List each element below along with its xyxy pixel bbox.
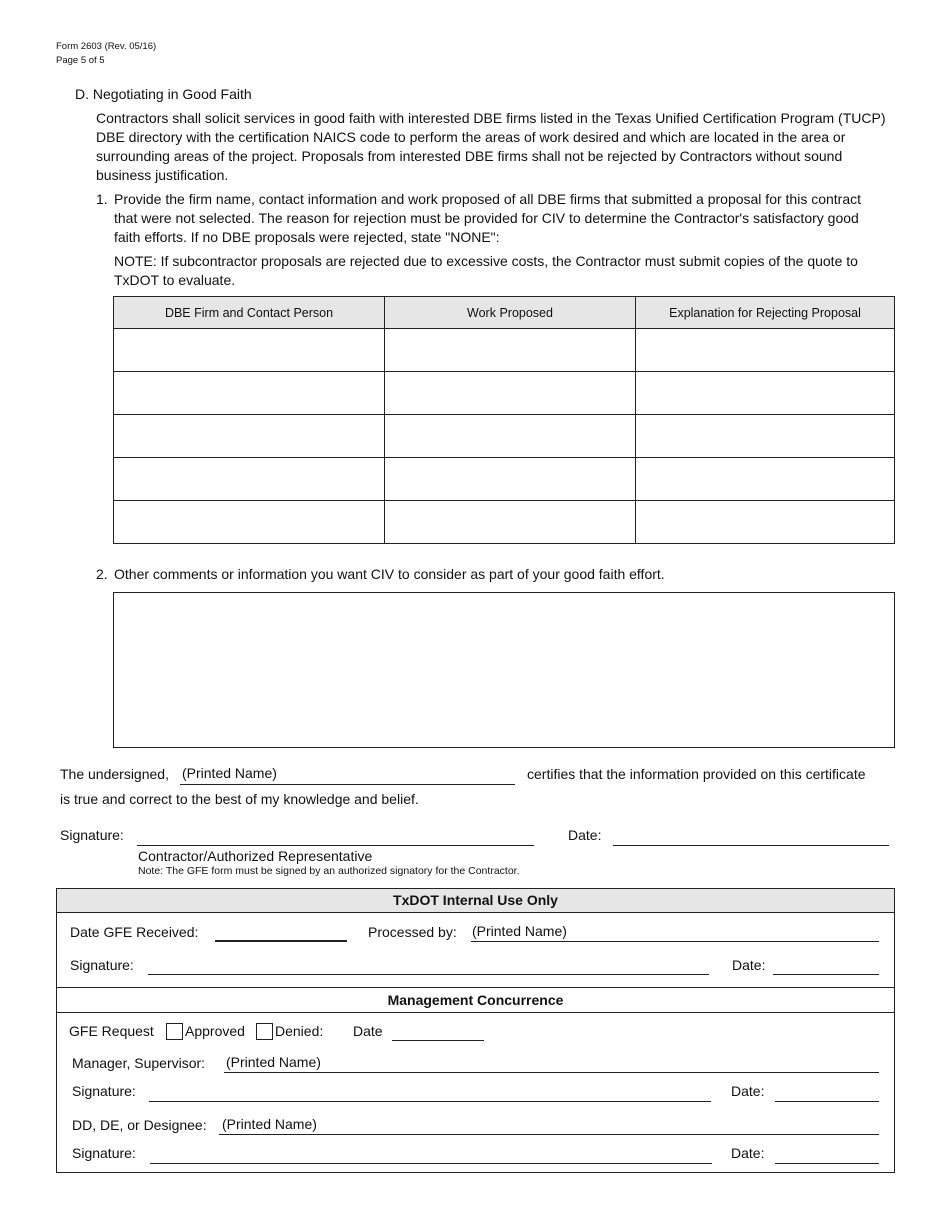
item-1-number: 1. <box>96 191 108 207</box>
firm-cell[interactable] <box>114 501 385 544</box>
denied-label: Denied: <box>275 1023 324 1039</box>
rep-label: Contractor/Authorized Representative <box>138 848 373 864</box>
designee-signature-label: Signature: <box>72 1145 136 1161</box>
page-number: Page 5 of 5 <box>56 55 105 66</box>
table-row <box>114 501 895 544</box>
table-row <box>114 458 895 501</box>
internal-signature-field[interactable] <box>148 974 709 975</box>
contractor-date-field[interactable] <box>613 845 889 846</box>
gfe-request-label: GFE Request <box>69 1023 154 1039</box>
item-1 <box>96 190 886 247</box>
firm-cell[interactable] <box>114 329 385 372</box>
approved-checkbox[interactable] <box>166 1023 183 1040</box>
column-header-work: Work Proposed <box>385 297 636 329</box>
explanation-cell[interactable] <box>636 501 895 544</box>
firm-cell[interactable] <box>114 458 385 501</box>
printed-name-field[interactable] <box>180 784 515 785</box>
item-2-number: 2. <box>96 566 108 582</box>
table-header-row <box>114 297 895 329</box>
manager-date-field[interactable] <box>775 1101 879 1102</box>
designee-placeholder: (Printed Name) <box>222 1116 317 1132</box>
note-text: NOTE: If subcontractor proposals are rejected due to excessive costs, the Contractor must submit copies of the quote to TxDOT to evaluate. <box>114 253 858 288</box>
column-header-explanation: Explanation for Rejecting Proposal <box>636 297 895 329</box>
certifies-text: certifies that the information provided on this certificate <box>527 766 866 782</box>
designee-label: DD, DE, or Designee: <box>72 1117 207 1133</box>
undersigned-label: The undersigned, <box>60 766 169 782</box>
explanation-cell[interactable] <box>636 329 895 372</box>
column-header-firm: DBE Firm and Contact Person <box>114 297 385 329</box>
explanation-cell[interactable] <box>636 415 895 458</box>
date-label: Date: <box>568 827 602 843</box>
processed-by-label: Processed by: <box>368 924 457 940</box>
manager-name-field[interactable] <box>224 1072 879 1073</box>
contractor-signature-field[interactable] <box>137 845 534 846</box>
work-cell[interactable] <box>385 329 636 372</box>
designee-date-field[interactable] <box>775 1163 879 1164</box>
firm-cell[interactable] <box>114 372 385 415</box>
date-received-label: Date GFE Received: <box>70 924 199 940</box>
request-date-label: Date <box>353 1023 383 1039</box>
firm-cell[interactable] <box>114 415 385 458</box>
certification-line-2: is true and correct to the best of my knowledge and belief. <box>60 791 419 807</box>
comments-textarea[interactable] <box>113 592 895 748</box>
item-2-text: Other comments or information you want CIV to consider as part of your good faith effort. <box>114 566 665 582</box>
manager-date-label: Date: <box>731 1083 765 1099</box>
work-cell[interactable] <box>385 372 636 415</box>
designee-name-field[interactable] <box>219 1134 879 1135</box>
denied-checkbox[interactable] <box>256 1023 273 1040</box>
manager-signature-label: Signature: <box>72 1083 136 1099</box>
rep-note: Note: The GFE form must be signed by an authorized signatory for the Contractor. <box>138 865 520 877</box>
intro-paragraph: Contractors shall solicit services in good faith with interested DBE firms listed in the Texas Unified Certification Program (TUCP) DBE directory with the certification NAICS code to perform the areas of work desired and which are located in the area or surrounding areas of the project. Proposals from interested DBE firms shall not be rejected by Contractors without sound business justification. <box>96 110 886 183</box>
manager-label: Manager, Supervisor: <box>72 1055 206 1071</box>
manager-signature-field[interactable] <box>149 1101 711 1102</box>
manager-placeholder: (Printed Name) <box>226 1054 321 1070</box>
designee-signature-field[interactable] <box>150 1163 712 1164</box>
item-1-text: Provide the firm name, contact information and work proposed of all DBE firms that submitted a proposal for this contract that were not selected. The reason for rejection must be provided for CIV to determine the Contractor's satisfactory good faith efforts. If no DBE proposals were rejected, state "NONE": <box>114 191 862 245</box>
processed-by-field[interactable] <box>471 941 879 942</box>
internal-date-field[interactable] <box>773 974 879 975</box>
work-cell[interactable] <box>385 415 636 458</box>
form-id: Form 2603 (Rev. 05/16) <box>56 41 157 52</box>
table-row <box>114 329 895 372</box>
management-title: Management Concurrence <box>57 987 894 1013</box>
approved-label: Approved <box>185 1023 245 1039</box>
work-cell[interactable] <box>385 501 636 544</box>
table-row <box>114 372 895 415</box>
section-heading: D. Negotiating in Good Faith <box>75 86 252 102</box>
designee-date-label: Date: <box>731 1145 765 1161</box>
explanation-cell[interactable] <box>636 458 895 501</box>
rejected-proposals-table <box>113 296 895 544</box>
signature-label: Signature: <box>60 827 124 843</box>
item-2 <box>96 565 886 584</box>
processed-by-placeholder: (Printed Name) <box>472 923 567 939</box>
work-cell[interactable] <box>385 458 636 501</box>
internal-use-title: TxDOT Internal Use Only <box>57 889 894 913</box>
internal-signature-label: Signature: <box>70 957 134 973</box>
internal-date-label: Date: <box>732 957 766 973</box>
request-date-field[interactable] <box>392 1040 484 1041</box>
explanation-cell[interactable] <box>636 372 895 415</box>
date-received-field[interactable] <box>215 940 347 942</box>
table-row <box>114 415 895 458</box>
printed-name-placeholder: (Printed Name) <box>182 765 277 781</box>
